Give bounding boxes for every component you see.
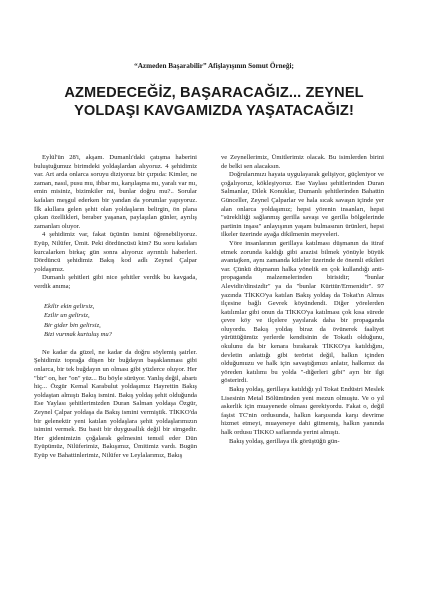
paragraph: Bakış yoldaş, gerillaya katıldığı yıl Tokat Endüstri Meslek Lisesinin Metal Bölümünden yeni mezun olmuştu. Ve o yıl askerlik için muayenede olması gerekiyordu. Fakat o, değil faşist TC'nin ordusunda, halkın karşısında karşı devrime hizmet etmeyi, muayeneye dahi gitmemiş, halkın yanında halk ordusu TİKKO saflarında yerini almıştı.	[221, 386, 384, 436]
poem-quote	[44, 302, 197, 340]
poem-line: Ekilir ekin gelirsiz,	[44, 302, 95, 310]
poem-line: Bir gider bin gelirsiz,	[44, 321, 101, 329]
title-line-1: AZMEDECEĞİZ, BAŞARACAĞIZ... ZEYNEL	[64, 85, 364, 101]
right-column	[221, 154, 384, 446]
article-title	[0, 84, 428, 120]
title-line-2: YOLDAŞI KAVGAMIZDA YAŞATACAĞIZ!	[74, 103, 354, 119]
paragraph: Bakış yoldaş, gerillaya ilk görüştüğü gün-	[229, 437, 340, 445]
paragraph: Doğrularımızı hayata uygulayarak gelişiyor, güçleniyor ve çoğalıyoruz, kökleşiyoruz. Ese Yaylası şehitlerinden Duran Salmanlar, Dilek Konuklar, Dumanlı şehitlerinden Bahattin Günceller, Zeynel Çalparlar ve hala sıcak savaşın içinde yer alan onlarca yoldaşımız; hepsi yörenin insanları, hepsi "sürekliliği sağlanmış gerilla savaşı ve gerilla bölgelerinde partinin inşası" anlayışının yaşam bulmasının ürünleri, hepsi ilkeler üzerinde ayağa dikilmenin meyveleri.	[221, 171, 384, 239]
poem-line: Ezilir un gelirsiz,	[44, 312, 90, 320]
article-subtitle: “Azmeden Başarabilir” Afişlayışının Somut Örneği;	[134, 62, 294, 70]
paragraph: Ne kadar da güzel, ne kadar da doğru söylemiş şairler. Şehidimiz toprağa düşen bir buğdayın başaklanması gibi onlarca, bir tek buğdayın un olması gibi yüzlerce oluyor. Her "bir" on, her "on" yüz... Bu böyle sürüyor. Yanlış değil, abartı hiç... Özgür Kemal Karabulut yoldaşımız Hayrettin Bakış yoldaştan almıştı Bakış ismini. Bakış yoldaş şehit olduğunda Ese Yaylası şehitlerimizden Duran Salman yoldaşa Özgür, Zeynel Çalpar yoldaşa da Bakış ismini vermiştik. TİKKO'da bir gelenektir yeni katılan yoldaşlara şehit yoldaşlarımızın isimini vermek. Bu basit bir duygusallık değil bir simgedir. Her gidenimizin çoğalarak gelmesini temsil eder Dün Eyüpümüz, Nilüferimiz, Bakışımız, Ümitimiz vardı. Bugün Eyüp ve Bahattinlerimiz, Nilüfer ve Leylalarımız, Bakış	[34, 348, 197, 459]
paragraph: Yöre insanlarının gerillaya katılması düşmanın da itiraf etmek zorunda kaldığı gibi arazisi bilmek yönüyle büyük avantajken, aynı zamanda kitleler üzerinde de önemli etkileri var. Çünkü düşmanın halka yönelik en çok kullandığı anti-propaganda malzemelerinden birisidir; "bunlar Alevidir/dinsizdir" ya da "bunlar Kürttür/Ermenidir". 97 yazında TİKKO'ya katılan Bakış yoldaş da Tokat'ın Almus ilçesine bağlı Gevrek köyündendi. Diğer yörelerden katılımlar gibi onun da TİKKO'ya katılması çok kısa sürede çevre köy ve ilçelere yayılarak daha bir propaganda oluyordu. Bakış yoldaş biraz da övünerek faaliyet yürüttüğümüz yerlerde kendisinin de Tokatlı olduğunu, okulunu da bir kenara bırakarak TİKKO'ya katıldığını, devletin anlattığı gibi terörist değil, halkın içinden olduğumuzu ve halk için savaştığımızı anlatır, halkımız da yöreden katılımı bu yolda "-diğerleri gibi" ayrı bir ilgi gösterirdi.	[221, 239, 384, 385]
paragraph: Eylül'ün 28'i, akşam. Dumanlı'daki çatışma haberini buluştuğumuz birimdeki yoldaşlardan alıyoruz. 4 şehidimiz var. Art arda onlarca soruyu diziyoruz bir çırpıda: Kimler, ne zaman, nasıl, pusu mu, ihbar mı, karşılaşma mı, yaralı var mı, emin misiniz, bizimkiler mi, bunlar doğru mu?.. Sorular kafaları meşgul ederken bir yandan da yorumlar yapıyoruz. İlk akıllara gelen şehit olan yoldaşların belirgin, ön plana çıkan özellikleri, beraber yaşanan, paylaşılan günler, ayrılış zamanları oluyor.	[34, 154, 197, 230]
paragraph: 4 şehidimiz var, fakat üçünün ismini öğrenebiliyoruz. Eyüp, Nilüfer, Ümit. Peki dördüncüsü kim? Bu soru kafaları kurcalarken birkaç gün sonra alıyoruz ayrıntılı haberleri. Dördüncü şehidimiz Bakış kod adlı Zeynel Çalpar yoldaşımız.	[34, 231, 197, 273]
paragraph: ve Zeynellerimiz, Ümitlerimiz olacak. Bu isimlerden birini de belki sen alacaksın.	[221, 154, 384, 170]
poem-line: Bizi vurmak kurtuluş mu?	[44, 331, 112, 339]
left-column	[34, 154, 197, 461]
paragraph: Dumanlı şehitleri gibi nice şehitler verdik bu kavgada, verdik anıma;	[34, 274, 197, 290]
